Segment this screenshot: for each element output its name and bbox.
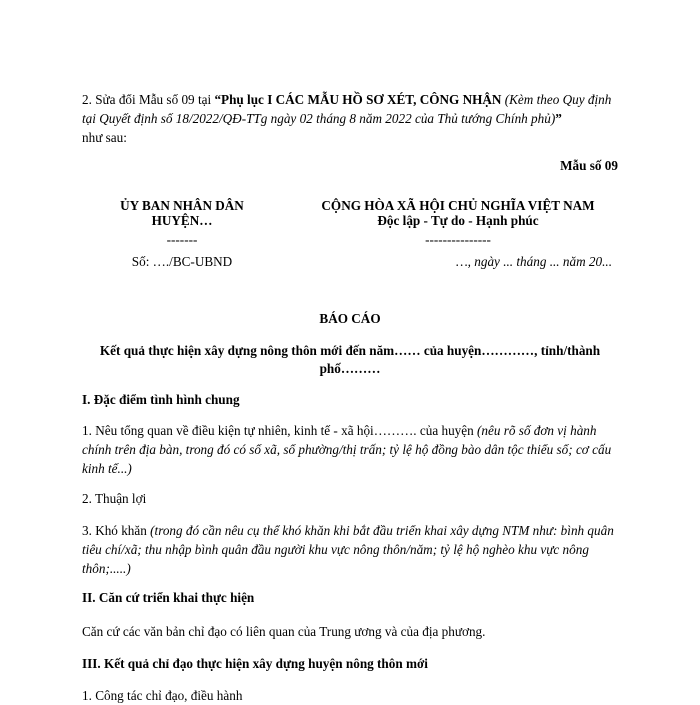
intro-bold: “Phụ lục I CÁC MẪU HỒ SƠ XÉT, CÔNG NHẬN (214, 92, 502, 107)
section1-item1-text: 1. Nêu tổng quan về điều kiện tự nhiên, kinh tế - xã hội………. của huyện (82, 423, 477, 438)
section1-item1 (82, 421, 618, 478)
left-header-line2: HUYỆN… (151, 213, 213, 228)
section1-item3 (82, 521, 618, 578)
intro-prefix: 2. Sửa đổi Mẫu số 09 tại (82, 92, 215, 107)
section3-heading: III. Kết quả chỉ đạo thực hiện xây dựng huyện nông thôn mới (82, 656, 428, 671)
report-date: …, ngày ... tháng ... năm 20... (455, 254, 612, 269)
report-subtitle-line1: Kết quả thực hiện xây dựng nông thôn mới đến năm…… của huyện…………, tỉnh/thành (99, 343, 601, 358)
intro-paragraph (82, 90, 618, 147)
section1-item3-text: 3. Khó khăn (82, 523, 151, 538)
section3-item1: 1. Công tác chỉ đạo, điều hành (82, 688, 243, 703)
form-number: Mẫu số 09 (560, 158, 618, 173)
intro-close-quote: ” (555, 111, 562, 126)
report-title: BÁO CÁO (319, 311, 381, 326)
right-header-line2: Độc lập - Tự do - Hạnh phúc (377, 213, 539, 228)
right-header-dashes: --------------- (425, 232, 491, 247)
report-number: Số: …./BC-UBND (131, 254, 233, 269)
report-subtitle-line2: phố……… (319, 361, 381, 376)
section1-item1-italic: (nêu rõ số đơn vị hành chính trên địa bàn, trong đó có số xã, số phường/thị trấn; tỷ lệ hộ đồng bào dân tộc thiểu số; cơ cấu kinh tế...) (82, 423, 612, 476)
left-header-line1: ỦY BAN NHÂN DÂN (120, 198, 244, 213)
section1-item2: 2. Thuận lợi (82, 491, 147, 506)
right-header-line1: CỘNG HÒA XÃ HỘI CHỦ NGHĨA VIỆT NAM (321, 198, 595, 213)
section2-text: Căn cứ các văn bản chỉ đạo có liên quan của Trung ương và của địa phương. (82, 624, 486, 639)
left-header-dashes: ------- (166, 232, 198, 247)
intro-italic: (Kèm theo Quy định tại Quyết định số 18/2022/QĐ-TTg ngày 02 tháng 8 năm 2022 của Thủ tướng Chính phủ) (82, 92, 612, 126)
section1-heading: I. Đặc điểm tình hình chung (82, 392, 240, 407)
section2-heading: II. Căn cứ triển khai thực hiện (82, 590, 255, 605)
intro-line2: như sau: (82, 130, 127, 145)
section1-item3-italic: (trong đó cần nêu cụ thể khó khăn khi bắt đầu triển khai xây dựng NTM như: bình quân tiêu chí/xã; thu nhập bình quân đầu người khu vực nông thôn/năm; tỷ lệ hộ nghèo khu vực nông thôn;.....) (82, 523, 614, 576)
